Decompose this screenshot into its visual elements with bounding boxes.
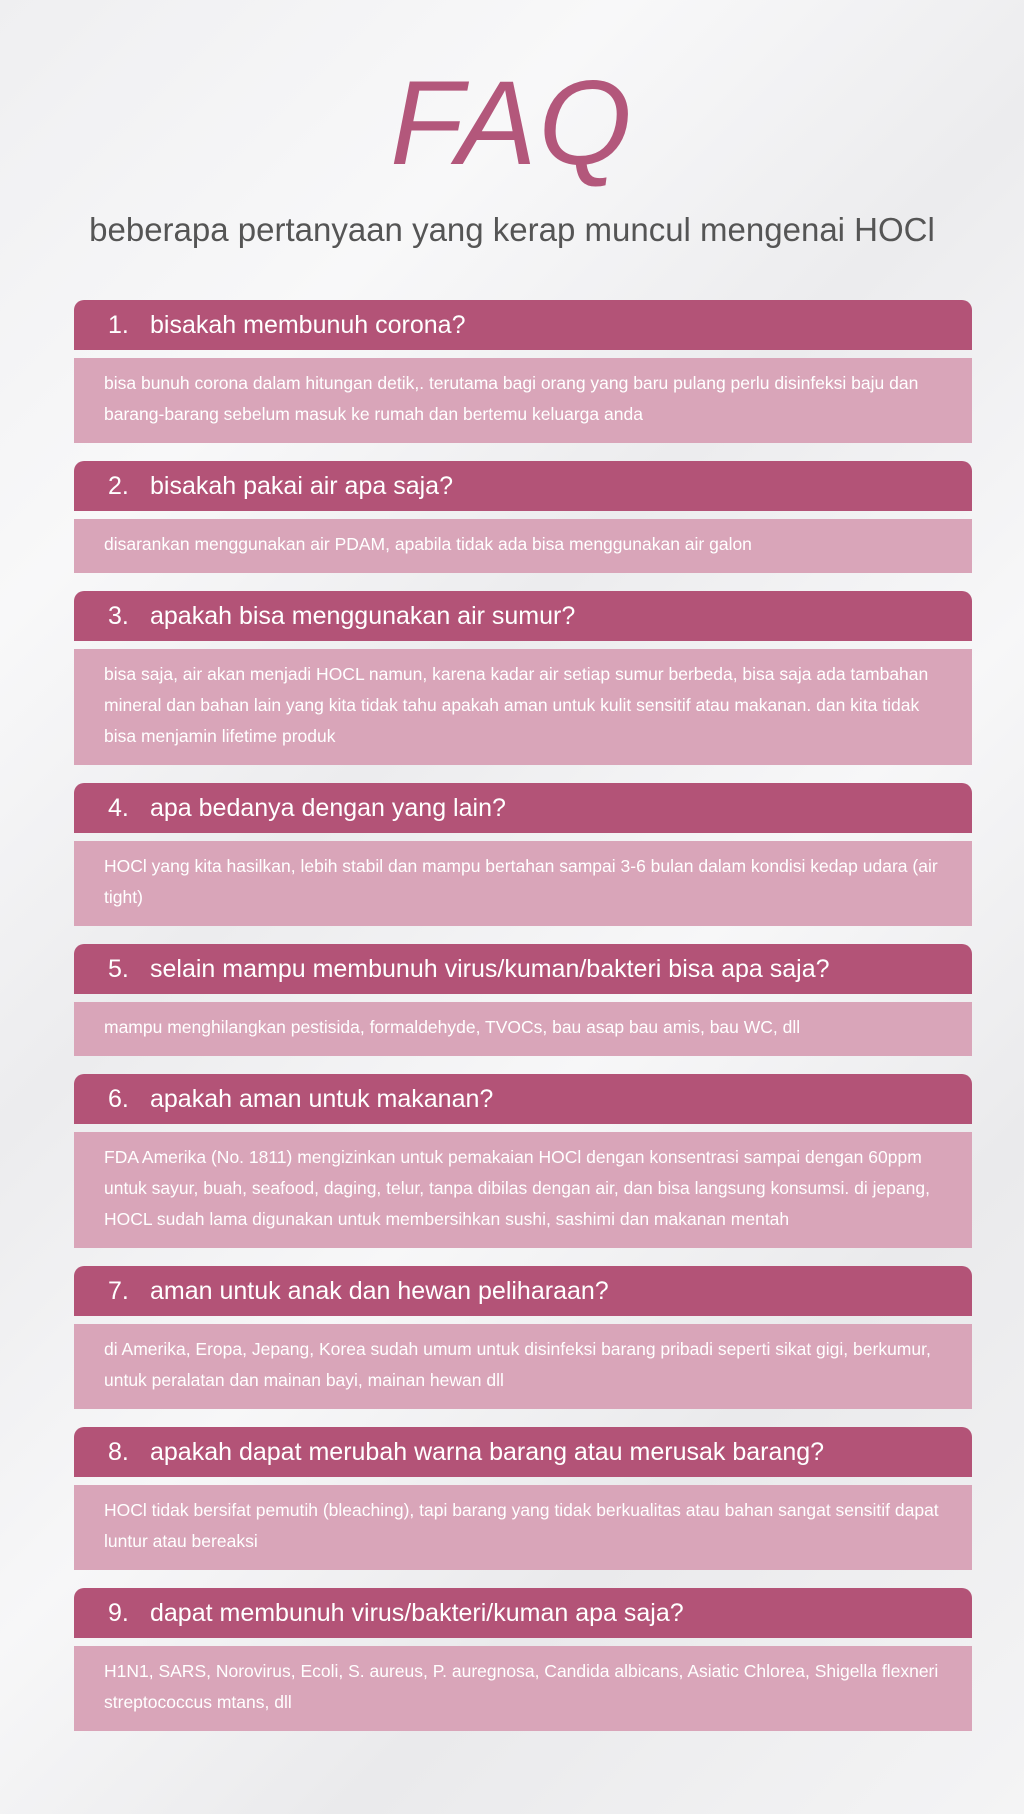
faq-question-text: apakah aman untuk makanan? xyxy=(150,1084,494,1113)
faq-question-text: bisakah pakai air apa saja? xyxy=(150,471,453,500)
faq-question xyxy=(74,783,972,833)
faq-question xyxy=(74,944,972,994)
faq-number: 8. xyxy=(108,1437,129,1466)
faq-question xyxy=(74,461,972,511)
faq-answer: disarankan menggunakan air PDAM, apabila tidak ada bisa menggunakan air galon xyxy=(74,519,972,573)
faq-question-text: apakah dapat merubah warna barang atau merusak barang? xyxy=(150,1437,825,1466)
page-title: FAQ xyxy=(390,56,634,190)
faq-number: 3. xyxy=(108,601,129,630)
faq-item xyxy=(74,944,972,1056)
faq-question xyxy=(74,591,972,641)
faq-answer: bisa bunuh corona dalam hitungan detik,. terutama bagi orang yang baru pulang perlu disinfeksi baju dan barang-barang sebelum masuk ke rumah dan bertemu keluarga anda xyxy=(74,358,972,443)
faq-number: 1. xyxy=(108,310,129,339)
faq-number: 2. xyxy=(108,471,129,500)
faq-item xyxy=(74,783,972,926)
faq-number: 6. xyxy=(108,1084,129,1113)
faq-item xyxy=(74,591,972,765)
faq-item xyxy=(74,1266,972,1409)
faq-answer: HOCl yang kita hasilkan, lebih stabil dan mampu bertahan sampai 3-6 bulan dalam kondisi kedap udara (air tight) xyxy=(74,841,972,926)
faq-answer: FDA Amerika (No. 1811) mengizinkan untuk pemakaian HOCl dengan konsentrasi sampai dengan 60ppm untuk sayur, buah, seafood, daging, telur, tanpa dibilas dengan air, dan bisa langsung konsumsi. di jepang, HOCL sudah lama digunakan untuk membersihkan sushi, sashimi dan makanan mentah xyxy=(74,1132,972,1248)
faq-number: 5. xyxy=(108,954,129,983)
faq-list xyxy=(74,300,972,1749)
faq-question xyxy=(74,1588,972,1638)
faq-number: 9. xyxy=(108,1598,129,1627)
faq-number: 4. xyxy=(108,793,129,822)
faq-answer: HOCl tidak bersifat pemutih (bleaching), tapi barang yang tidak berkualitas atau bahan sangat sensitif dapat luntur atau bereaksi xyxy=(74,1485,972,1570)
faq-question xyxy=(74,1427,972,1477)
faq-item xyxy=(74,461,972,573)
faq-answer: mampu menghilangkan pestisida, formaldehyde, TVOCs, bau asap bau amis, bau WC, dll xyxy=(74,1002,972,1056)
faq-question xyxy=(74,1074,972,1124)
faq-answer: di Amerika, Eropa, Jepang, Korea sudah umum untuk disinfeksi barang pribadi seperti sikat gigi, berkumur, untuk peralatan dan mainan bayi, mainan hewan dll xyxy=(74,1324,972,1409)
faq-question-text: selain mampu membunuh virus/kuman/bakteri bisa apa saja? xyxy=(150,954,830,983)
faq-question xyxy=(74,1266,972,1316)
faq-item xyxy=(74,1588,972,1731)
faq-item xyxy=(74,1427,972,1570)
faq-answer: bisa saja, air akan menjadi HOCL namun, karena kadar air setiap sumur berbeda, bisa saja ada tambahan mineral dan bahan lain yang kita tidak tahu apakah aman untuk kulit sensitif atau makanan. dan kita tidak bisa menjamin lifetime produk xyxy=(74,649,972,765)
faq-question-text: dapat membunuh virus/bakteri/kuman apa saja? xyxy=(150,1598,684,1627)
faq-number: 7. xyxy=(108,1276,129,1305)
faq-question-text: bisakah membunuh corona? xyxy=(150,310,466,339)
page-subtitle: beberapa pertanyaan yang kerap muncul mengenai HOCl xyxy=(89,211,935,248)
faq-item xyxy=(74,300,972,443)
faq-item xyxy=(74,1074,972,1248)
faq-question-text: apakah bisa menggunakan air sumur? xyxy=(150,601,576,630)
faq-question xyxy=(74,300,972,350)
faq-question-text: apa bedanya dengan yang lain? xyxy=(150,793,506,822)
faq-answer: H1N1, SARS, Norovirus, Ecoli, S. aureus, P. auregnosa, Candida albicans, Asiatic Chlorea, Shigella flexneri streptococcus mtans, dll xyxy=(74,1646,972,1731)
faq-question-text: aman untuk anak dan hewan peliharaan? xyxy=(150,1276,609,1305)
